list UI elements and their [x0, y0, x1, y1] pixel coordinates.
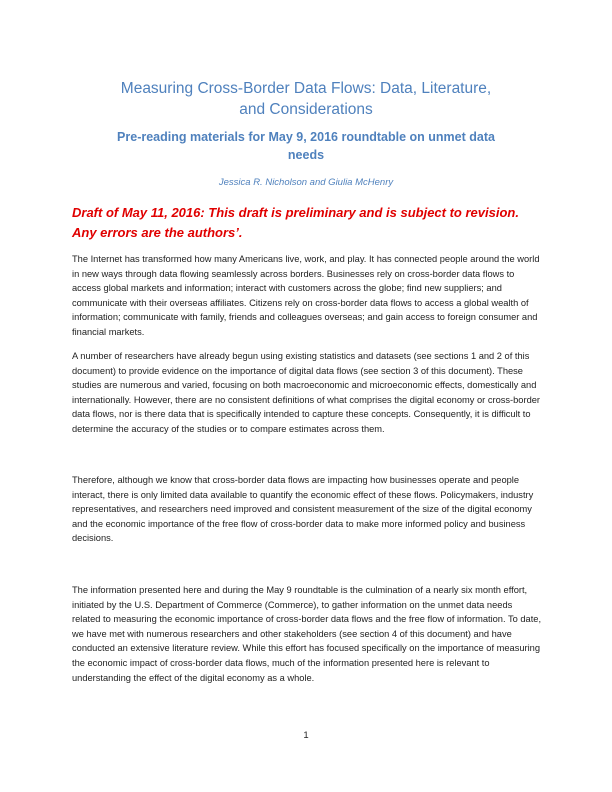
authors: Jessica R. Nicholson and Giulia McHenry	[218, 177, 394, 188]
document-title	[60, 78, 552, 120]
title-line-2: and Considerations	[239, 101, 373, 118]
body-paragraph-1: The Internet has transformed how many Americans live, work, and play. It has connected people around the world in new ways through data flowing seamlessly across borders. Businesses rely on cross-border data flows to access global markets and information; interact with customers across the globe; find new suppliers; and communicate with their overseas affiliates. Citizens rely on cross-border data flows to access a global wealth of information; communicate with family, friends and colleagues overseas; and gain access to foreign consumer and financial markets.	[72, 254, 540, 337]
body-paragraph-4: The information presented here and during the May 9 roundtable is the culmination of a nearly six month effort, initiated by the U.S. Department of Commerce (Commerce), to gather information on the unmet data needs related to measuring the economic importance of cross-border data flows and the free flow of information. To date, we have met with numerous researchers and other stakeholders (see section 4 of this document) and have conducted an extensive literature review. While this effort has focused specifically on the importance of measuring the economic impact of cross-border data flows, much of the information presented here is relevant to understanding the effect of the digital economy as a whole.	[72, 585, 542, 683]
title-line-1: Measuring Cross-Border Data Flows: Data, Literature,	[120, 80, 492, 97]
subtitle-line-2: needs	[287, 148, 325, 162]
page-number: 1	[303, 730, 309, 741]
document-subtitle	[80, 128, 532, 164]
draft-notice: Draft of May 11, 2016: This draft is preliminary and is subject to revision. Any errors are the authors’.	[72, 205, 519, 240]
subtitle-line-1: Pre-reading materials for May 9, 2016 roundtable on unmet data	[117, 130, 495, 144]
body-paragraph-2: A number of researchers have already begun using existing statistics and datasets (see sections 1 and 2 of this document) to provide evidence on the importance of digital data flows (see section 3 of this document). These studies are numerous and varied, focusing on both macroeconomic and microeconomic effects, domestically and internationally. However, there are no consistent definitions of what comprises the digital economy or cross-border data flows, nor is there data that is specifically intended to capture these concepts. Consequently, it is difficult to determine the accuracy of the studies or to compare estimates across them.	[72, 351, 541, 434]
body-paragraph-3: Therefore, although we know that cross-border data flows are impacting how businesses operate and people interact, there is only limited data available to quantify the economic effect of these flows. Policymakers, industry representatives, and researchers need improved and consistent measurement of the size of the digital economy and the economic importance of the free flow of cross-border data to make more informed policy and business decisions.	[72, 475, 534, 544]
